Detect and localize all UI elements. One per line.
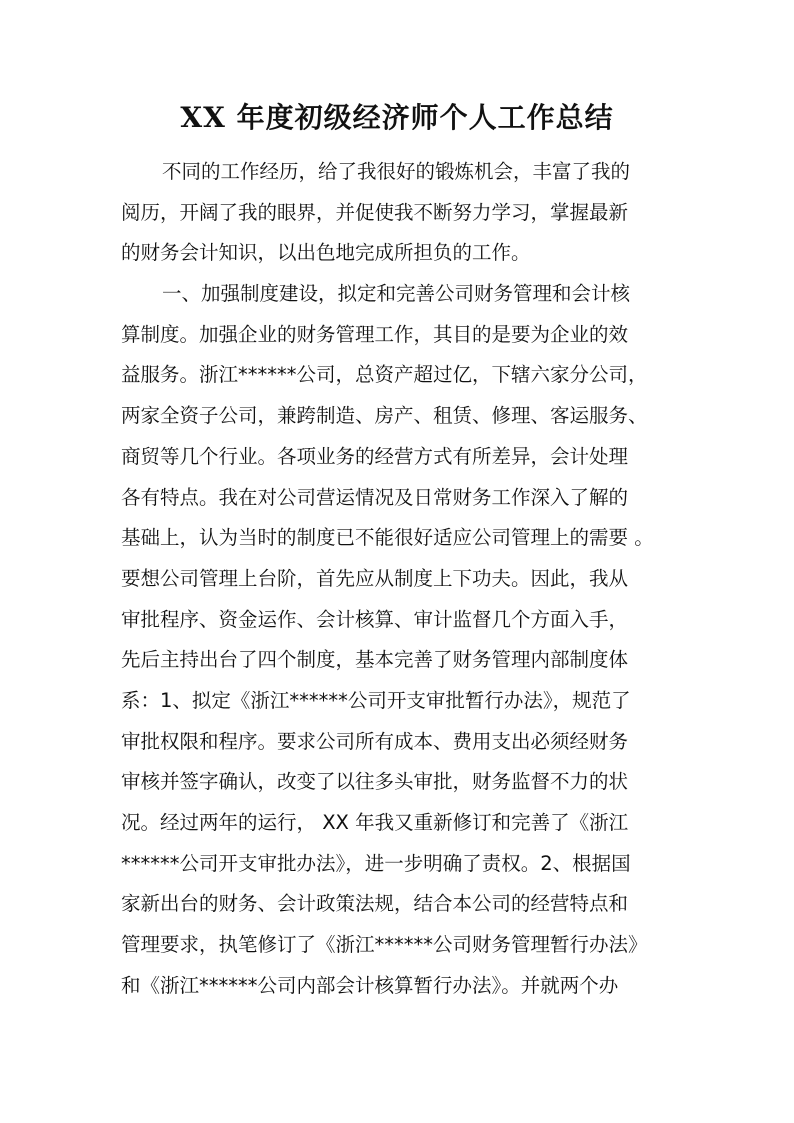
text-line: 商贸等几个行业。各项业务的经营方式有所差异，会计处理	[121, 444, 629, 468]
text-line: 家新出台的财务、会计政策法规，结合本公司的经营特点和	[121, 892, 629, 916]
text-line: 算制度。加强企业的财务管理工作，其目的是要为企业的效	[121, 322, 629, 346]
text-line: 基础上，认为当时的制度已不能很好适应公司管理上的需要 。	[121, 526, 654, 550]
text-line: 先后主持出台了四个制度，基本完善了财务管理内部制度体	[121, 648, 629, 672]
text-line: 各有特点。我在对公司营运情况及日常财务工作深入了解的	[121, 485, 629, 509]
text-line: 的财务会计知识，以出色地完成所担负的工作。	[121, 241, 531, 265]
document-title: XX 年度初级经济师个人工作总结	[180, 101, 614, 134]
text-line: 不同的工作经历，给了我很好的锻炼机会，丰富了我的	[162, 160, 631, 183]
document-body	[121, 152, 681, 1006]
text-line: 要想公司管理上台阶，首先应从制度上下功夫。因此，我从	[121, 566, 629, 590]
text-line: 和《浙江******公司内部会计核算暂行办法》。并就两个办	[121, 973, 619, 997]
text-line: 两家全资子公司，兼跨制造、房产、租赁、修理、客运服务、	[121, 404, 648, 428]
text-line: 管理要求，执笔修订了《浙江******公司财务管理暂行办法》	[121, 933, 648, 957]
text-line: 审批程序、资金运作、会计核算、审计监督几个方面入手，	[121, 607, 629, 631]
text-line: 审批权限和程序。要求公司所有成本、费用支出必须经财务	[121, 729, 629, 753]
text-line: 一、加强制度建设，拟定和完善公司财务管理和会计核	[162, 282, 631, 306]
text-line: 况。经过两年的运行， XX 年我又重新修订和完善了《浙江	[121, 811, 629, 834]
text-line: 益服务。浙江******公司，总资产超过亿，下辖六家分公司，	[121, 363, 648, 387]
text-line: 阅历，开阔了我的眼界，并促使我不断努力学习，掌握最新	[121, 200, 629, 224]
text-line: 系：1、拟定《浙江******公司开支审批暂行办法》，规范了	[121, 688, 631, 712]
text-line: ******公司开支审批办法》，进一步明确了责权。2、根据国	[121, 851, 631, 875]
text-line: 审核并签字确认，改变了以往多头审批，财务监督不力的状	[121, 770, 629, 794]
